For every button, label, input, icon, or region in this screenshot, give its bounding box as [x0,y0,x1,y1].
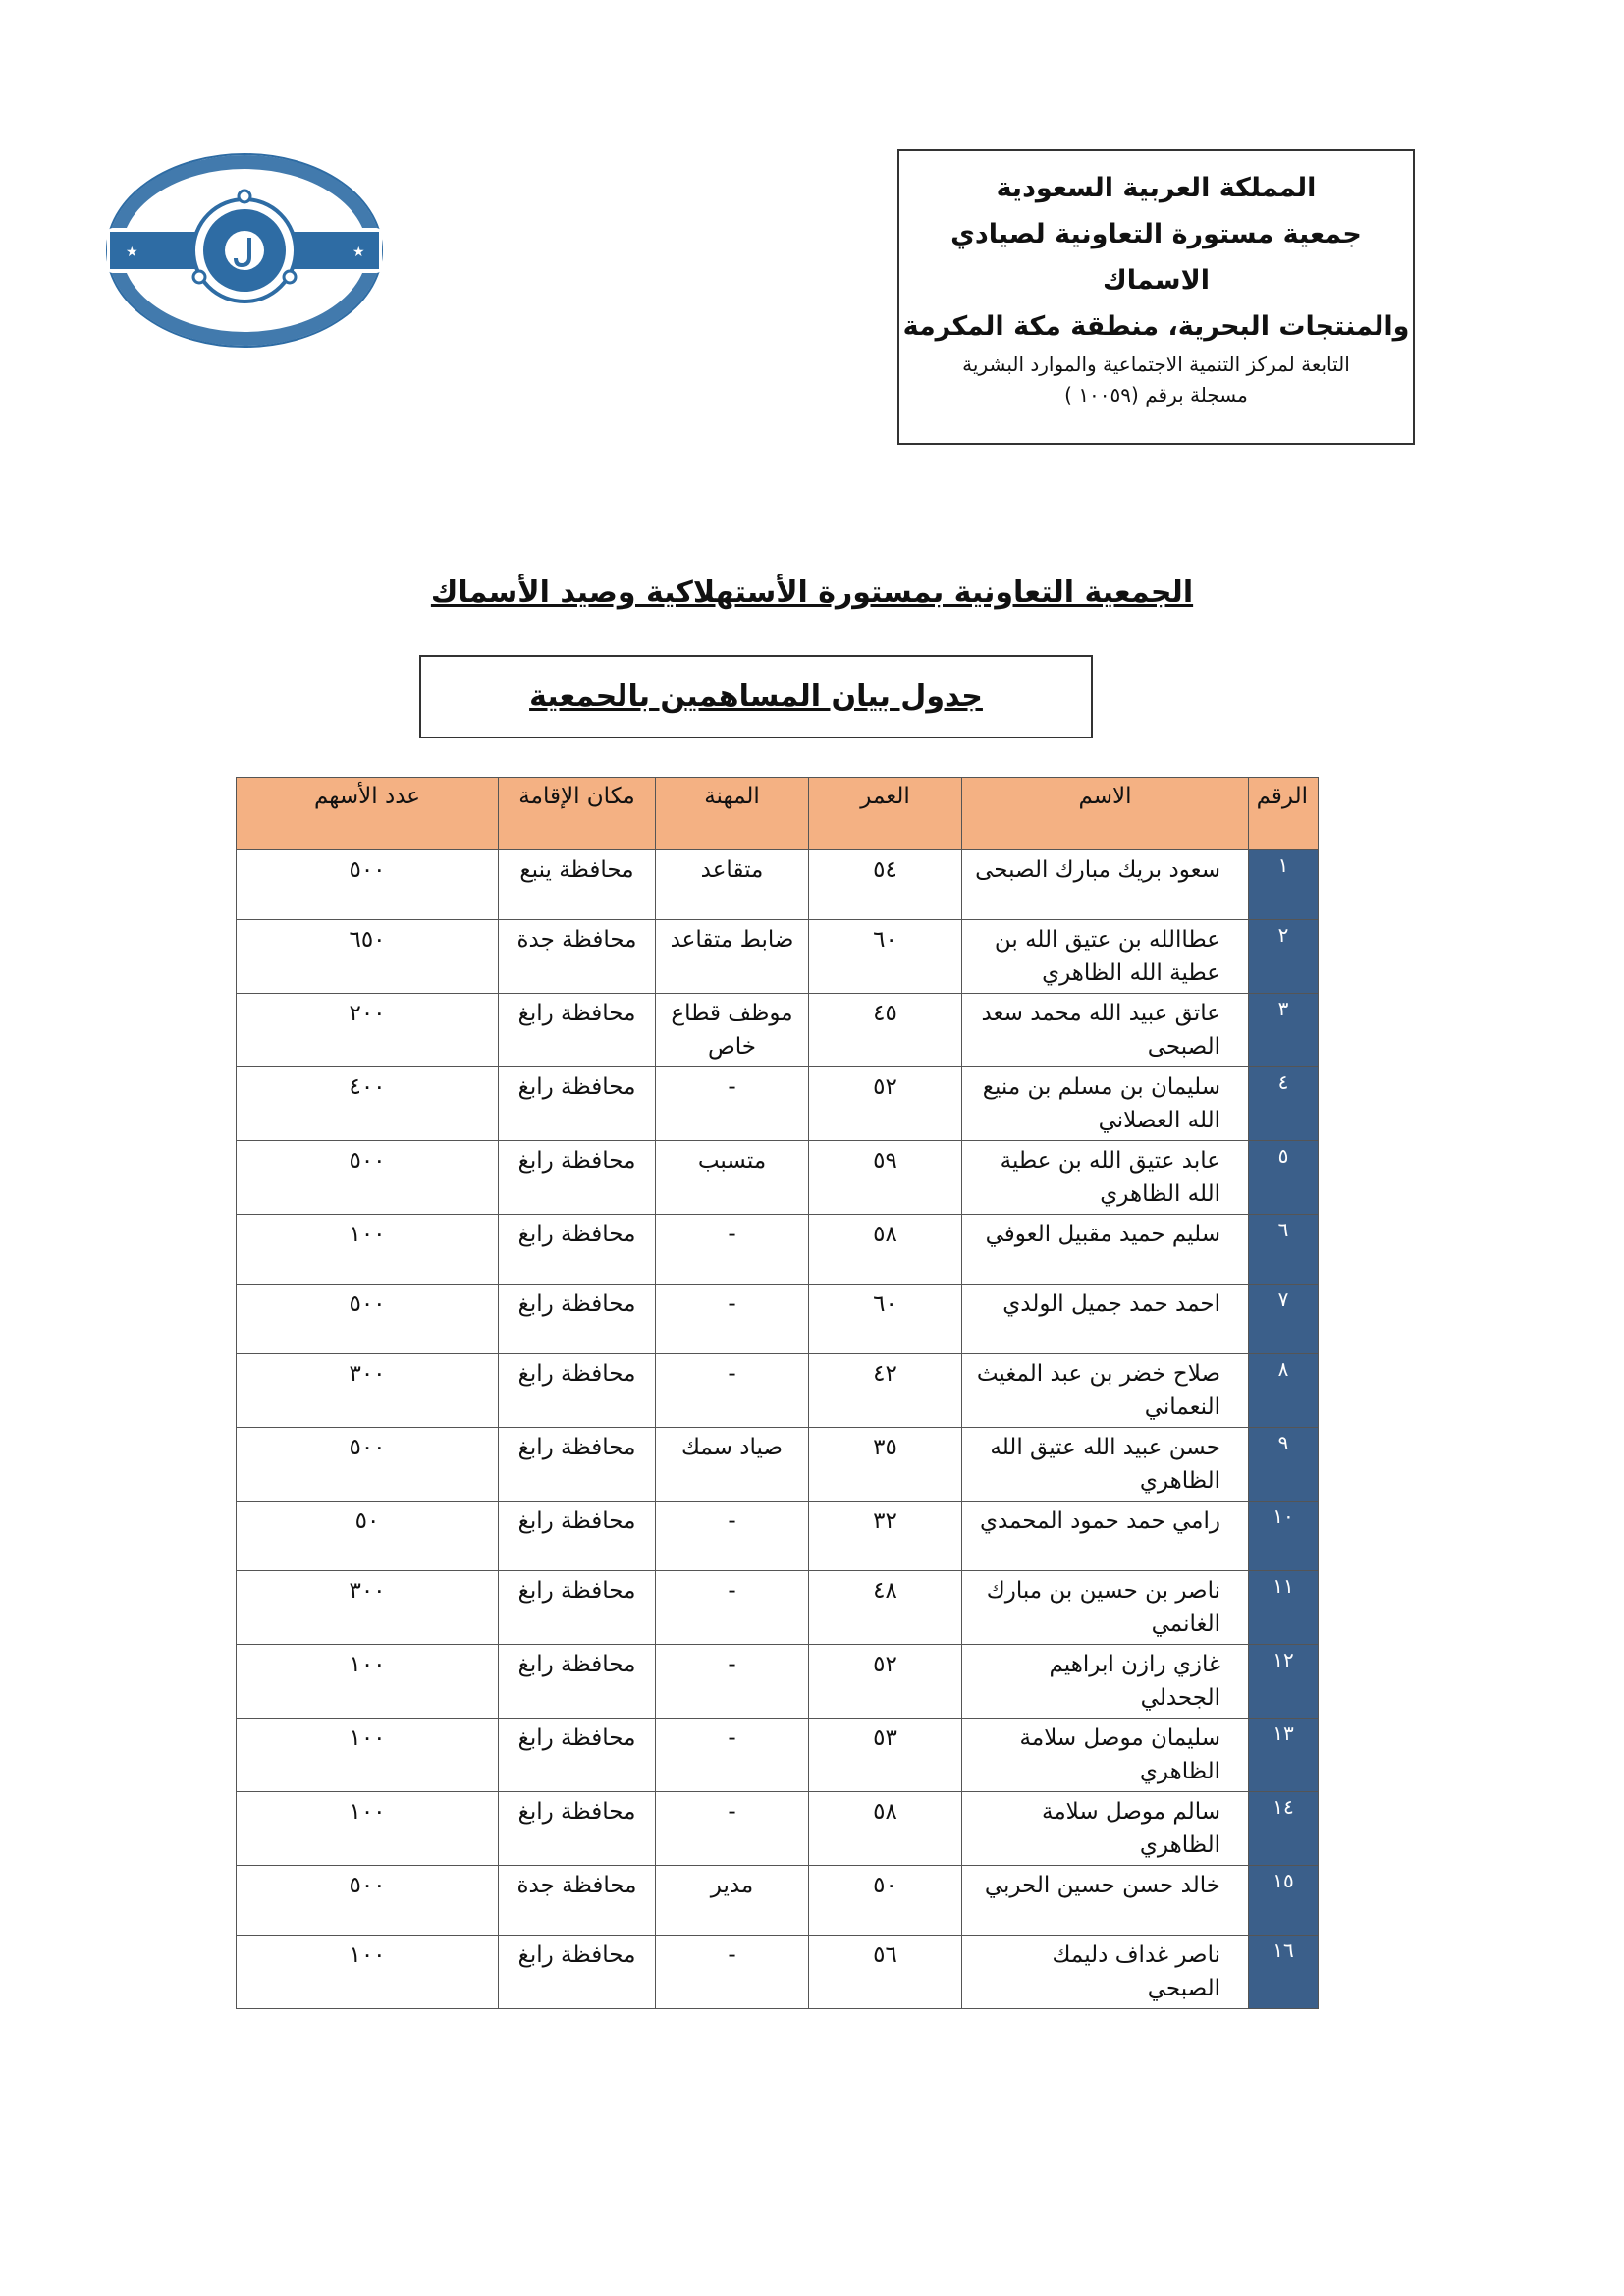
residence-cell: محافظة رابغ [499,1719,656,1792]
row-number-cell: ٨ [1249,1354,1319,1428]
header-age: العمر [809,778,962,850]
table-title-box [419,655,1093,738]
table-row [237,1719,1319,1792]
shareholders-table [236,777,1319,2009]
table-row [237,1067,1319,1141]
age-cell: ٥٢ [809,1067,962,1141]
residence-cell: محافظة رابغ [499,994,656,1067]
table-row [237,1354,1319,1428]
residence-cell: محافظة جدة [499,1866,656,1936]
table-row [237,1571,1319,1645]
share-count-cell: ٦٥٠ [237,920,499,994]
row-number-cell: ٦ [1249,1215,1319,1285]
header-shares: عدد الأسهم [237,778,499,850]
header-residence: مكان الإقامة [499,778,656,850]
row-number-cell: ١٦ [1249,1936,1319,2009]
residence-cell: محافظة رابغ [499,1428,656,1502]
table-row [237,994,1319,1067]
age-cell: ٤٢ [809,1354,962,1428]
age-cell: ٥٣ [809,1719,962,1792]
share-count-cell: ٥٠٠ [237,850,499,920]
share-count-cell: ١٠٠ [237,1215,499,1285]
share-count-cell: ٥٠٠ [237,1866,499,1936]
shareholder-name-cell: حسن عبيد الله عتيق الله الظاهري [962,1428,1249,1502]
table-header-row [237,778,1319,850]
profession-cell: - [656,1792,809,1866]
share-count-cell: ١٠٠ [237,1936,499,2009]
residence-cell: محافظة رابغ [499,1215,656,1285]
share-count-cell: ٥٠٠ [237,1141,499,1215]
table-row [237,1936,1319,2009]
share-count-cell: ٣٠٠ [237,1354,499,1428]
age-cell: ٤٨ [809,1571,962,1645]
profession-cell: متسبب [656,1141,809,1215]
profession-cell: - [656,1502,809,1571]
shareholder-name-cell: سليمان موصل سلامة الظاهري [962,1719,1249,1792]
share-count-cell: ٥٠٠ [237,1285,499,1354]
row-number-cell: ١٠ [1249,1502,1319,1571]
header-country: المملكة العربية السعودية [996,173,1317,203]
age-cell: ٣٢ [809,1502,962,1571]
profession-cell: ضابط متقاعد [656,920,809,994]
organization-header [897,149,1415,445]
shareholder-name-cell: سليمان بن مسلم بن منيع الله العصلاني [962,1067,1249,1141]
header-association: جمعية مستورة التعاونية لصيادي الاسماك [950,219,1362,296]
header-name: الاسم [962,778,1249,850]
table-row [237,1866,1319,1936]
row-number-cell: ٥ [1249,1141,1319,1215]
profession-cell: مدير [656,1866,809,1936]
shareholder-name-cell: احمد حمد جميل الولدي [962,1285,1249,1354]
share-count-cell: ١٠٠ [237,1719,499,1792]
profession-cell: - [656,1645,809,1719]
row-number-cell: ١٢ [1249,1645,1319,1719]
row-number-cell: ٢ [1249,920,1319,994]
row-number-cell: ٣ [1249,994,1319,1067]
row-number-cell: ١٤ [1249,1792,1319,1866]
age-cell: ٥٠ [809,1866,962,1936]
residence-cell: محافظة رابغ [499,1571,656,1645]
table-row [237,1792,1319,1866]
shareholder-name-cell: صلاح خضر بن عبد المغيث النعماني [962,1354,1249,1428]
table-row [237,920,1319,994]
shareholder-name-cell: سعود بريك مبارك الصبحى [962,850,1249,920]
residence-cell: محافظة جدة [499,920,656,994]
row-number-cell: ٧ [1249,1285,1319,1354]
age-cell: ٥٢ [809,1645,962,1719]
table-row [237,1215,1319,1285]
age-cell: ٦٠ [809,1285,962,1354]
share-count-cell: ١٠٠ [237,1645,499,1719]
table-row [237,1502,1319,1571]
row-number-cell: ٩ [1249,1428,1319,1502]
row-number-cell: ١١ [1249,1571,1319,1645]
age-cell: ٦٠ [809,920,962,994]
residence-cell: محافظة رابغ [499,1645,656,1719]
age-cell: ٥٩ [809,1141,962,1215]
age-cell: ٥٤ [809,850,962,920]
age-cell: ٥٦ [809,1936,962,2009]
residence-cell: محافظة رابغ [499,1354,656,1428]
age-cell: ٥٨ [809,1215,962,1285]
table-row [237,1645,1319,1719]
header-region: والمنتجات البحرية، منطقة مكة المكرمة [902,311,1410,342]
shareholder-name-cell: سليم حميد مقبيل العوفي [962,1215,1249,1285]
row-number-cell: ١ [1249,850,1319,920]
residence-cell: محافظة رابغ [499,1141,656,1215]
header-registration: مسجلة برقم (١٠٠٥٩ ) [1064,383,1248,407]
share-count-cell: ٤٠٠ [237,1067,499,1141]
profession-cell: - [656,1215,809,1285]
table-title: جدول بيان المساهمين بالحمعية [529,680,983,714]
profession-cell: صياد سمك [656,1428,809,1502]
shareholder-name-cell: عطاالله بن عتيق الله بن عطية الله الظاهري [962,920,1249,994]
document-title: الجمعية التعاونية بمستورة الأستهلاكية وصيد الأسماك [430,575,1194,610]
header-affiliation: التابعة لمركز التنمية الاجتماعية والموارد البشرية [962,353,1350,376]
share-count-cell: ٣٠٠ [237,1571,499,1645]
share-count-cell: ١٠٠ [237,1792,499,1866]
shareholder-name-cell: عابد عتيق الله بن عطية الله الظاهري [962,1141,1249,1215]
shareholder-name-cell: عاتق عبيد الله محمد سعد الصبحى [962,994,1249,1067]
residence-cell: محافظة رابغ [499,1792,656,1866]
residence-cell: محافظة ينبع [499,850,656,920]
shareholder-name-cell: رامي حمد حمود المحمدي [962,1502,1249,1571]
profession-cell: متقاعد [656,850,809,920]
association-logo [102,147,387,354]
header-profession: المهنة [656,778,809,850]
table-row [237,850,1319,920]
age-cell: ٥٨ [809,1792,962,1866]
row-number-cell: ٤ [1249,1067,1319,1141]
table-row [237,1285,1319,1354]
residence-cell: محافظة رابغ [499,1067,656,1141]
profession-cell: - [656,1571,809,1645]
share-count-cell: ٥٠ [237,1502,499,1571]
shareholder-name-cell: سالم موصل سلامة الظاهري [962,1792,1249,1866]
svg-text:★: ★ [352,245,365,260]
age-cell: ٣٥ [809,1428,962,1502]
profession-cell: - [656,1936,809,2009]
share-count-cell: ٢٠٠ [237,994,499,1067]
share-count-cell: ٥٠٠ [237,1428,499,1502]
profession-cell: - [656,1285,809,1354]
residence-cell: محافظة رابغ [499,1285,656,1354]
shareholder-name-cell: ناصر بن حسين بن مبارك الغانمي [962,1571,1249,1645]
row-number-cell: ١٣ [1249,1719,1319,1792]
profession-cell: - [656,1354,809,1428]
shareholder-name-cell: غازي رازن ابراهيم الجحدلي [962,1645,1249,1719]
svg-text:★: ★ [126,245,138,260]
profession-cell: - [656,1067,809,1141]
row-number-cell: ١٥ [1249,1866,1319,1936]
shareholder-name-cell: ناصر غداف دليمك الصبحي [962,1936,1249,2009]
profession-cell: موظف قطاع خاص [656,994,809,1067]
residence-cell: محافظة رابغ [499,1502,656,1571]
header-number: الرقم [1249,778,1319,850]
shareholder-name-cell: خالد حسن حسين الحربي [962,1866,1249,1936]
profession-cell: - [656,1719,809,1792]
table-row [237,1428,1319,1502]
table-row [237,1141,1319,1215]
residence-cell: محافظة رابغ [499,1936,656,2009]
age-cell: ٤٥ [809,994,962,1067]
